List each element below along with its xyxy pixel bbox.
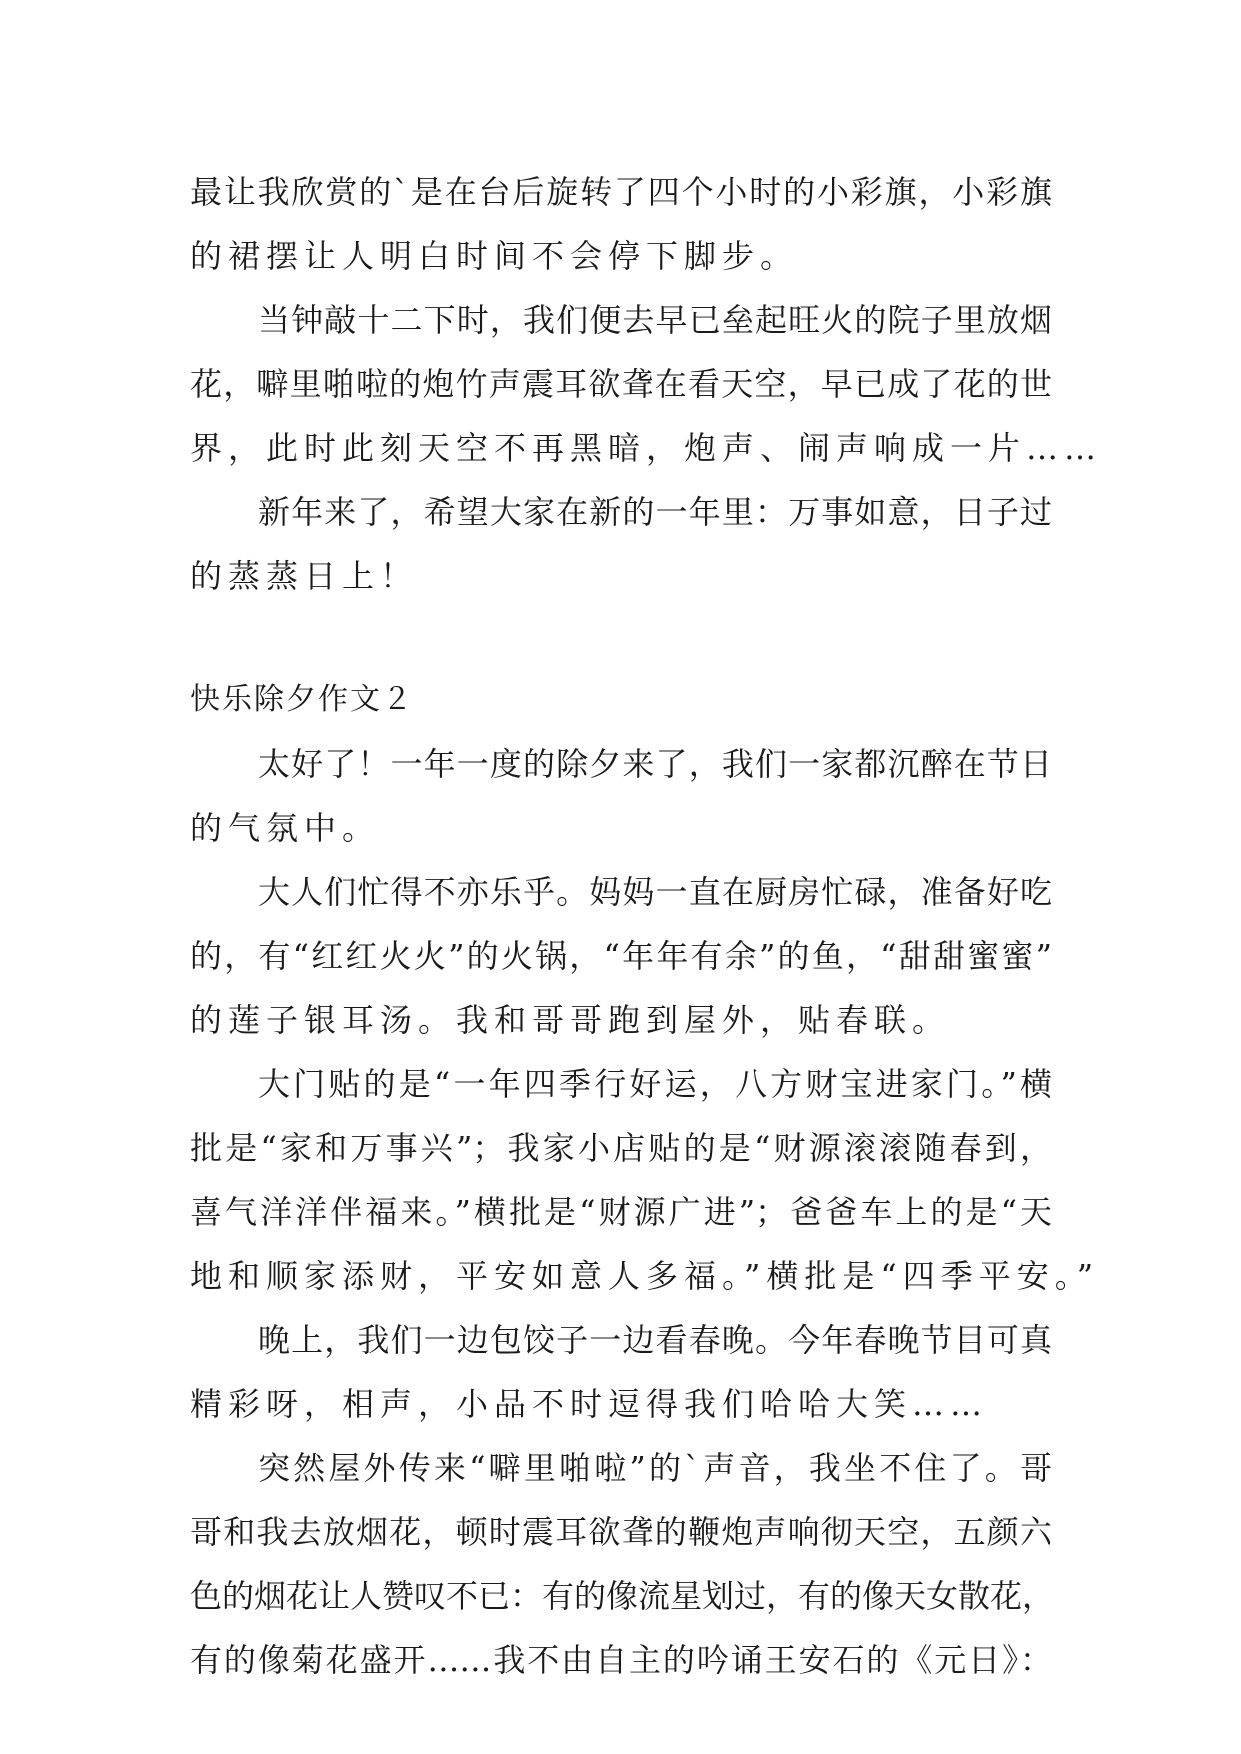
text-line: 突然屋外传来“噼里啪啦”的`声音，我坐不住了。哥 <box>258 1449 1052 1487</box>
text-line: 大人们忙得不亦乐乎。妈妈一直在厨房忙碌，准备好吃 <box>258 873 1052 911</box>
text-line: 晚上，我们一边包饺子一边看春晚。今年春晚节目可真 <box>258 1321 1052 1359</box>
text-line: 的莲子银耳汤。我和哥哥跑到屋外，贴春联。 <box>190 1001 951 1039</box>
text-line: 色的烟花让人赞叹不已：有的像流星划过，有的像天女散花， <box>190 1577 1055 1615</box>
text-line: 哥和我去放烟花，顿时震耳欲聋的鞭炮声响彻天空，五颜六 <box>190 1513 1052 1551</box>
text-line: 的蒸蒸日上！ <box>190 557 419 595</box>
text-line: 批是“家和万事兴”；我家小店贴的是“财源滚滚随春到， <box>190 1129 1052 1167</box>
text-line: 最让我欣赏的`是在台后旋转了四个小时的小彩旗，小彩旗 <box>190 173 1052 211</box>
text-line: 地和顺家添财，平安如意人多福。”横批是“四季平安。” <box>190 1257 1100 1295</box>
text-line: 的裙摆让人明白时间不会停下脚步。 <box>190 237 799 275</box>
text-line: 新年来了，希望大家在新的一年里：万事如意，日子过 <box>258 493 1052 531</box>
text-line: 花，噼里啪啦的炮竹声震耳欲聋在看天空，早已成了花的世 <box>190 365 1052 403</box>
text-line: 大门贴的是“一年四季行好运，八方财宝进家门。”横 <box>258 1065 1052 1103</box>
text-line: 喜气洋洋伴福来。”横批是“财源广进”；爸爸车上的是“天 <box>190 1193 1052 1231</box>
text-line: 界，此时此刻天空不再黑暗，炮声、闹声响成一片…… <box>190 429 1103 467</box>
section-title: 快乐除夕作文２ <box>190 682 414 717</box>
document-page <box>190 160 1103 1692</box>
text-line: 的气氛中。 <box>190 809 381 847</box>
text-line: 有的像菊花盛开……我不由自主的吟诵王安石的《元日》： <box>190 1641 1052 1679</box>
text-line: 太好了！一年一度的除夕来了，我们一家都沉醉在节日 <box>258 745 1052 783</box>
text-line: 的，有“红红火火”的火锅，“年年有余”的鱼，“甜甜蜜蜜” <box>190 937 1052 975</box>
text-line: 精彩呀，相声，小品不时逗得我们哈哈大笑…… <box>190 1385 989 1423</box>
text-line: 当钟敲十二下时，我们便去早已垒起旺火的院子里放烟 <box>258 301 1052 339</box>
section-gap <box>190 608 1052 668</box>
